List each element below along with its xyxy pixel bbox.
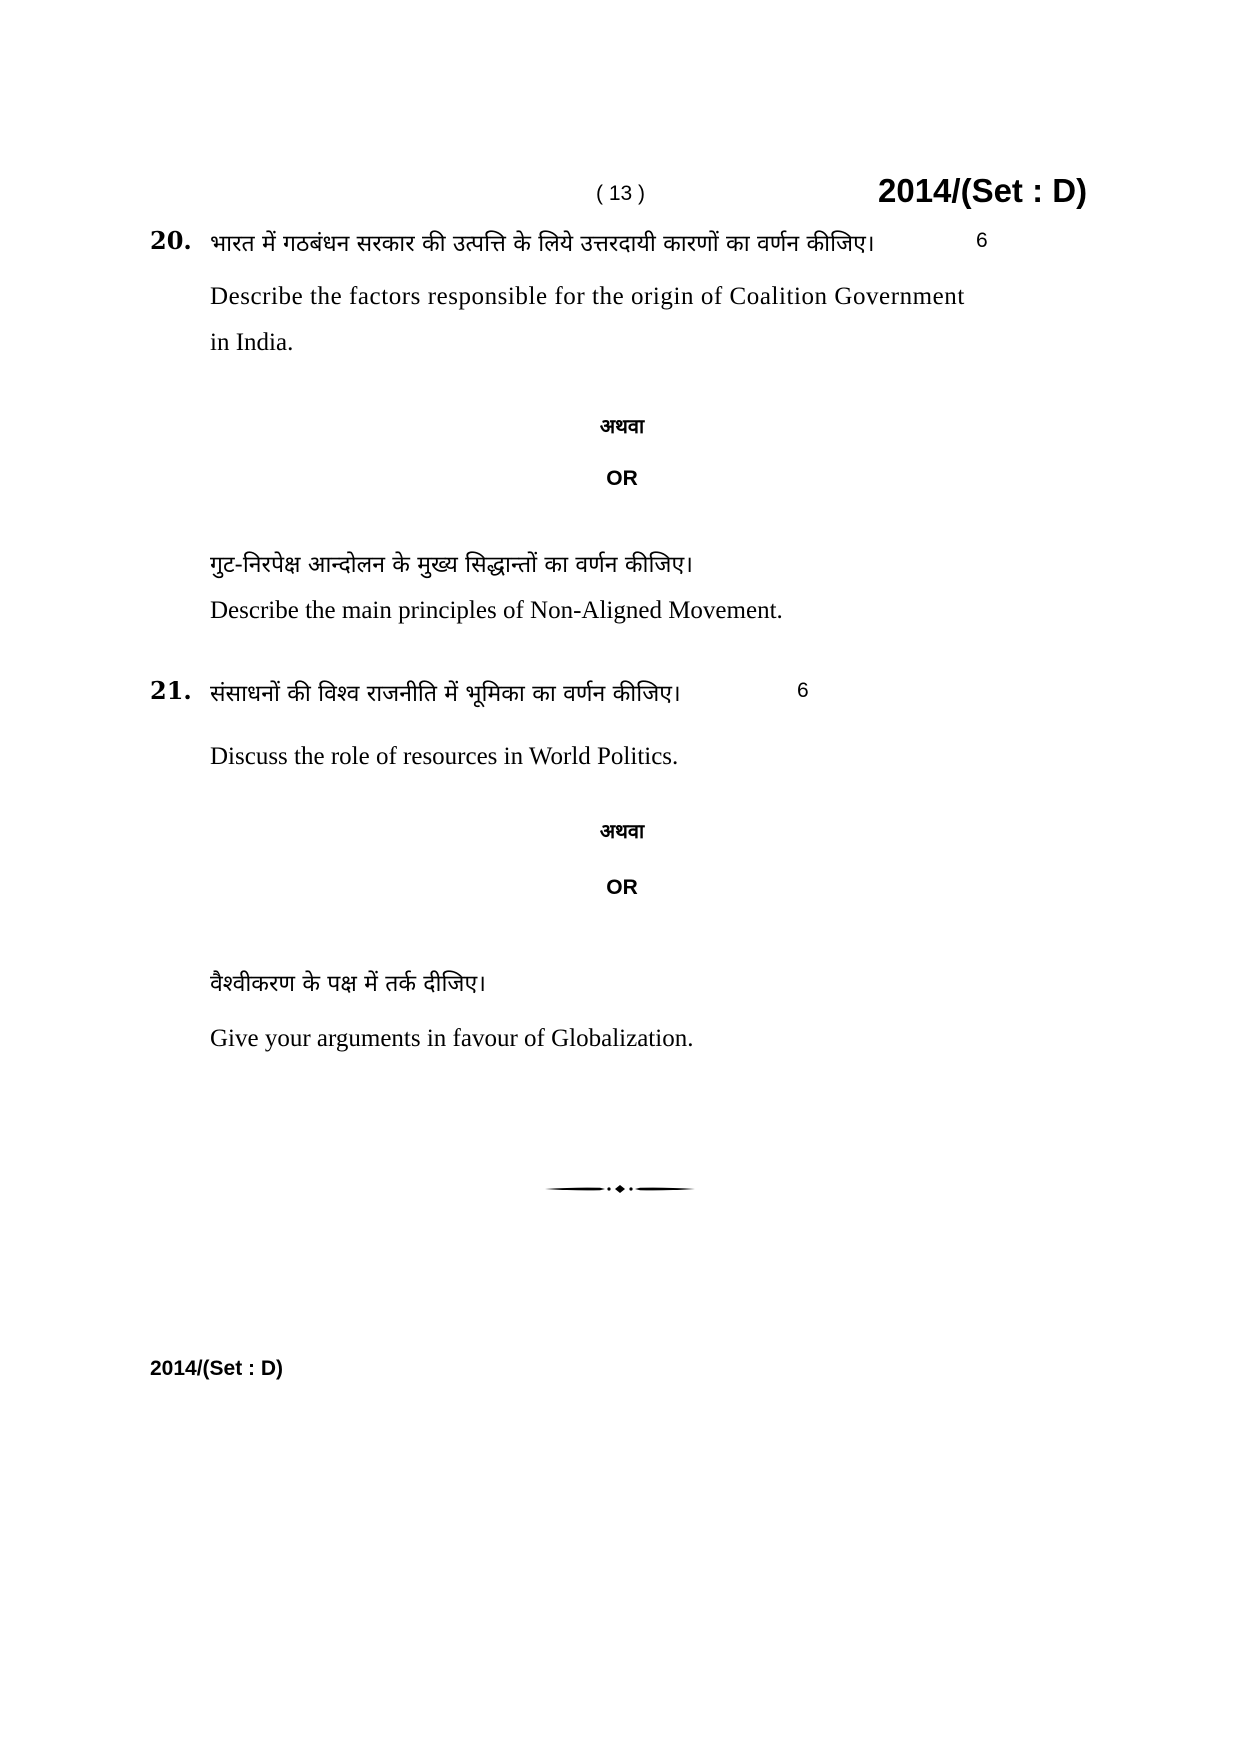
question-20-marks: 6 [976,229,988,252]
question-21-english: Discuss the role of resources in World Politics. [210,743,679,770]
question-21-alt-hindi: वैश्वीकरण के पक्ष में तर्क दीजिए। [210,971,486,997]
question-20-alt-hindi: गुट-निरपेक्ष आन्दोलन के मुख्य सिद्धान्तों का वर्णन कीजिए। [210,552,693,578]
question-21-hindi: संसाधनों की विश्व राजनीति में भूमिका का वर्णन कीजिए। [210,681,681,707]
question-number-20: 20. [150,226,192,255]
question-21-alt-english: Give your arguments in favour of Globalization. [210,1025,694,1052]
or-hindi-21: अथवा [599,819,645,843]
end-ornament-icon [545,1180,695,1199]
question-20-english-line2: in India. [210,329,294,356]
question-20-alt-english: Describe the main principles of Non-Aligned Movement. [210,597,783,624]
page-number: ( 13 ) [596,182,646,205]
or-english-21: OR [606,876,638,899]
or-hindi-20: अथवा [599,414,645,438]
question-20-hindi: भारत में गठबंधन सरकार की उत्पत्ति के लिये उत्तरदायी कारणों का वर्णन कीजिए। [210,231,875,257]
set-code-header: 2014/(Set : D) [878,172,1088,209]
set-code-footer: 2014/(Set : D) [150,1357,284,1380]
question-20-english-line1: Describe the factors responsible for the origin of Coalition Government [210,283,965,310]
question-21-marks: 6 [797,679,809,702]
or-english-20: OR [606,467,638,490]
question-number-21: 21. [150,676,192,705]
